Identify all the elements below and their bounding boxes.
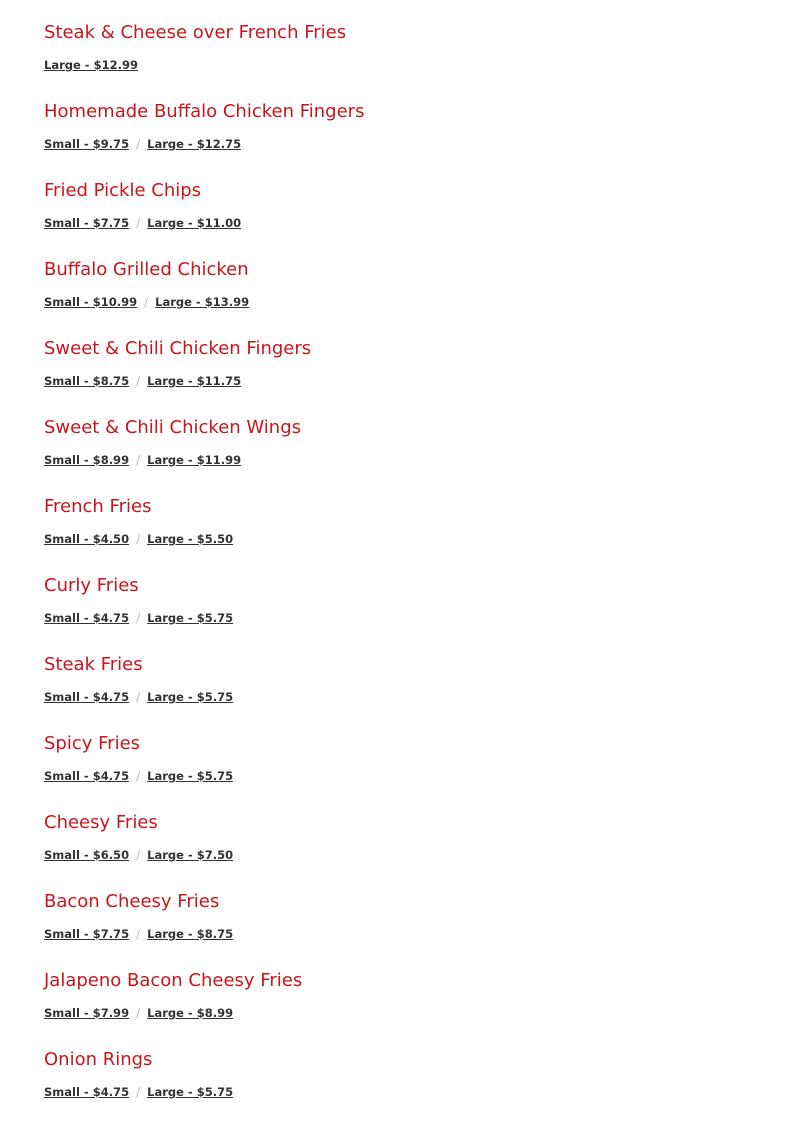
- price-option-large[interactable]: Large - $12.75: [147, 137, 242, 151]
- price-option-small[interactable]: Small - $9.75: [44, 137, 130, 151]
- price-options: [44, 925, 233, 943]
- price-options: [44, 1083, 233, 1101]
- menu-item-title: French Fries: [44, 496, 152, 517]
- price-options: [44, 530, 233, 548]
- price-option-large[interactable]: Large - $11.00: [147, 216, 242, 230]
- price-separator: /: [136, 848, 141, 862]
- menu-item: [44, 968, 764, 1047]
- price-option-small[interactable]: Small - $8.99: [44, 453, 130, 467]
- price-option-small[interactable]: Small - $6.50: [44, 848, 130, 862]
- menu-item: [44, 494, 764, 573]
- price-option-large[interactable]: Large - $5.75: [147, 769, 234, 783]
- price-separator: /: [136, 611, 141, 625]
- price-option-large[interactable]: Large - $11.75: [147, 374, 242, 388]
- price-separator: /: [136, 769, 141, 783]
- menu-item: [44, 178, 764, 257]
- price-options: [44, 451, 241, 469]
- menu-item-title: Sweet & Chili Chicken Fingers: [44, 338, 312, 359]
- price-option-large[interactable]: Large - $7.50: [147, 848, 234, 862]
- price-option-large[interactable]: Large - $5.75: [147, 1085, 234, 1099]
- price-option-small[interactable]: Small - $8.75: [44, 374, 130, 388]
- price-separator: /: [136, 690, 141, 704]
- menu-item-title: Bacon Cheesy Fries: [44, 891, 220, 912]
- menu-item-title: Sweet & Chili Chicken Wings: [44, 417, 302, 438]
- price-option-large[interactable]: Large - $8.99: [147, 1006, 234, 1020]
- price-option-small[interactable]: Small - $7.99: [44, 1006, 130, 1020]
- menu-item: [44, 336, 764, 415]
- menu-item: [44, 20, 764, 99]
- price-options: [44, 1004, 233, 1022]
- menu-item-title: Steak Fries: [44, 654, 143, 675]
- price-separator: /: [136, 532, 141, 546]
- price-separator: /: [136, 137, 141, 151]
- menu-item: [44, 257, 764, 336]
- menu-item-title: Spicy Fries: [44, 733, 141, 754]
- price-option-large[interactable]: Large - $13.99: [155, 295, 250, 309]
- price-option-small[interactable]: Small - $10.99: [44, 295, 138, 309]
- price-options: [44, 214, 241, 232]
- menu-item-title: Curly Fries: [44, 575, 139, 596]
- menu-item-title: Buffalo Grilled Chicken: [44, 259, 249, 280]
- price-options: [44, 846, 233, 864]
- price-option-small[interactable]: Small - $4.75: [44, 611, 130, 625]
- menu-item: [44, 889, 764, 968]
- menu-item: [44, 810, 764, 889]
- price-separator: /: [136, 927, 141, 941]
- price-separator: /: [136, 374, 141, 388]
- menu-item: [44, 415, 764, 494]
- price-option-large[interactable]: Large - $5.75: [147, 690, 234, 704]
- price-options: [44, 372, 241, 390]
- price-option-small[interactable]: Small - $4.50: [44, 532, 130, 546]
- price-option-large[interactable]: Large - $5.75: [147, 611, 234, 625]
- price-option-large[interactable]: Large - $8.75: [147, 927, 234, 941]
- price-options: [44, 56, 138, 74]
- price-options: [44, 609, 233, 627]
- price-option-large[interactable]: Large - $12.99: [44, 58, 138, 72]
- menu-list: [44, 20, 764, 1126]
- menu-item: [44, 652, 764, 731]
- menu-item-title: Homemade Buffalo Chicken Fingers: [44, 101, 365, 122]
- menu-item-title: Steak & Cheese over French Fries: [44, 22, 347, 43]
- menu-item: [44, 731, 764, 810]
- menu-item: [44, 99, 764, 178]
- price-option-small[interactable]: Small - $4.75: [44, 1085, 130, 1099]
- price-separator: /: [136, 453, 141, 467]
- price-option-large[interactable]: Large - $5.50: [147, 532, 234, 546]
- price-separator: /: [136, 1085, 141, 1099]
- price-options: [44, 767, 233, 785]
- price-separator: /: [136, 216, 141, 230]
- menu-item-title: Jalapeno Bacon Cheesy Fries: [44, 970, 303, 991]
- price-option-small[interactable]: Small - $7.75: [44, 927, 130, 941]
- menu-item: [44, 573, 764, 652]
- price-option-small[interactable]: Small - $7.75: [44, 216, 130, 230]
- price-option-large[interactable]: Large - $11.99: [147, 453, 242, 467]
- menu-item-title: Onion Rings: [44, 1049, 153, 1070]
- price-separator: /: [136, 1006, 141, 1020]
- price-option-small[interactable]: Small - $4.75: [44, 690, 130, 704]
- price-separator: /: [144, 295, 149, 309]
- price-options: [44, 135, 241, 153]
- menu-item-title: Fried Pickle Chips: [44, 180, 202, 201]
- menu-item-title: Cheesy Fries: [44, 812, 158, 833]
- price-options: [44, 688, 233, 706]
- price-option-small[interactable]: Small - $4.75: [44, 769, 130, 783]
- price-options: [44, 293, 249, 311]
- menu-item: [44, 1047, 764, 1126]
